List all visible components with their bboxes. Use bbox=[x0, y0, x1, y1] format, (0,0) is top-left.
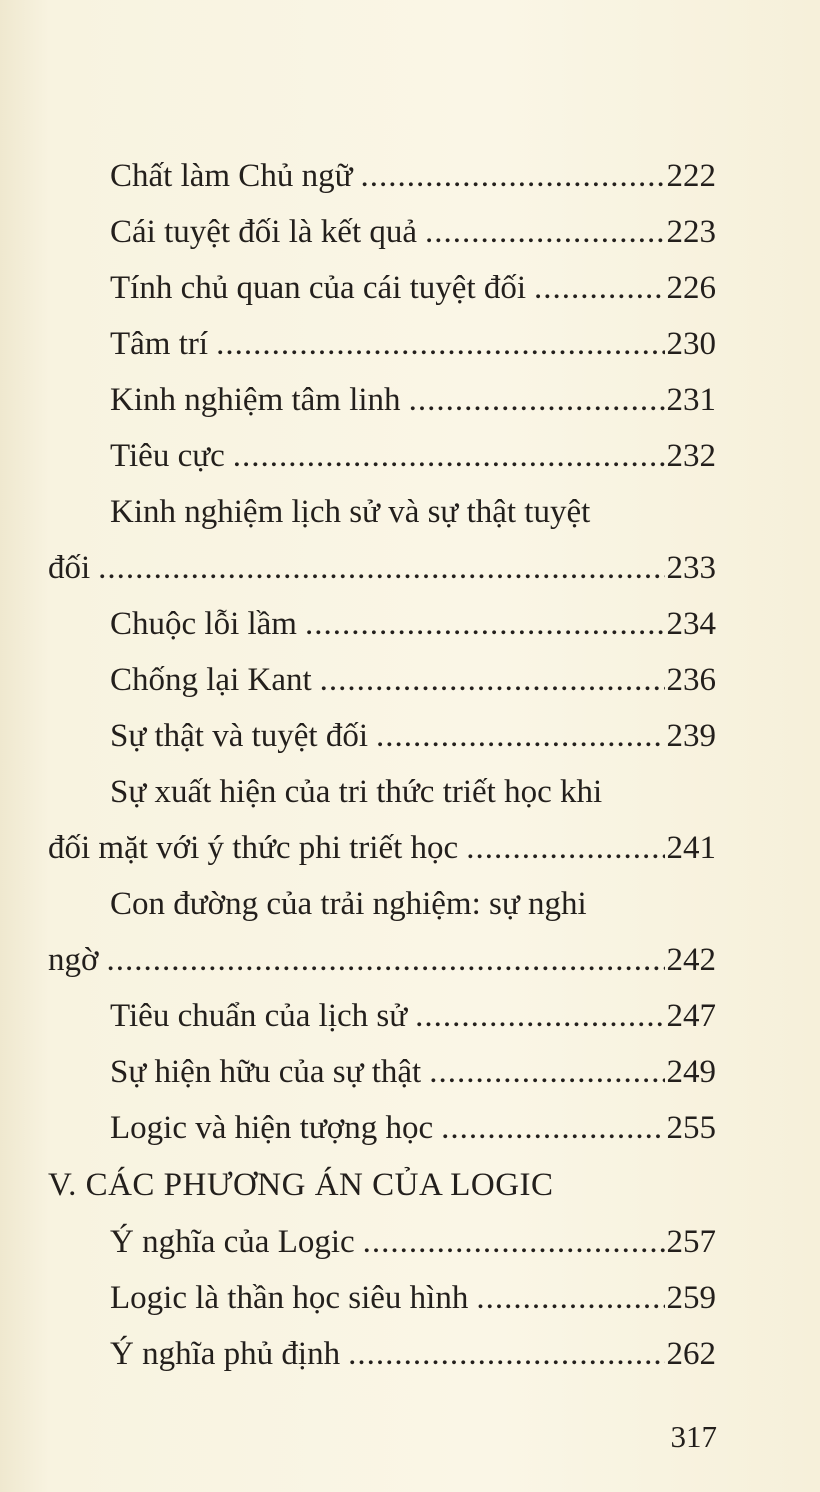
toc-entry bbox=[48, 596, 716, 652]
toc-entry-title: Logic và hiện tượng học bbox=[110, 1110, 434, 1146]
toc-entry bbox=[48, 148, 716, 204]
toc-entry-page: 226 bbox=[666, 270, 716, 306]
toc-entry-title: Kinh nghiệm tâm linh bbox=[110, 382, 401, 418]
leader-dots bbox=[466, 820, 664, 876]
toc-entry-page: 247 bbox=[666, 998, 716, 1034]
toc-entry bbox=[48, 316, 716, 372]
toc-entry bbox=[48, 204, 716, 260]
toc-entry-page: 249 bbox=[666, 1054, 716, 1090]
toc-entry-wrapped bbox=[48, 484, 716, 596]
toc-entry-page: 242 bbox=[666, 942, 716, 978]
leader-dots bbox=[348, 1326, 664, 1382]
toc-entry-title: Tiêu cực bbox=[110, 438, 225, 474]
toc-entry-title-line2: đối mặt với ý thức phi triết học bbox=[48, 830, 459, 866]
leader-dots bbox=[233, 428, 665, 484]
toc-entry-page: 223 bbox=[666, 214, 716, 250]
toc-entry bbox=[48, 708, 716, 764]
leader-dots bbox=[216, 316, 664, 372]
toc-entry-page: 233 bbox=[666, 550, 716, 586]
toc-entry bbox=[48, 652, 716, 708]
leader-dots bbox=[305, 596, 665, 652]
toc-entry bbox=[48, 1214, 716, 1270]
toc-entry-page: 234 bbox=[666, 606, 716, 642]
toc-entry-title: Tâm trí bbox=[110, 326, 209, 362]
toc-entry-page: 255 bbox=[666, 1110, 716, 1146]
toc-entry bbox=[48, 372, 716, 428]
leader-dots bbox=[415, 988, 664, 1044]
toc-entry bbox=[48, 1100, 716, 1156]
toc-entry-title: Chất làm Chủ ngữ bbox=[110, 158, 353, 194]
toc-entry-title: Chuộc lỗi lầm bbox=[110, 606, 297, 642]
toc-entry-page: 241 bbox=[666, 830, 716, 866]
toc-entry-title-line2: đối bbox=[48, 550, 91, 586]
leader-dots bbox=[429, 1044, 664, 1100]
toc-entry-page: 259 bbox=[666, 1280, 716, 1316]
leader-dots bbox=[441, 1100, 664, 1156]
leader-dots bbox=[320, 652, 665, 708]
leader-dots bbox=[409, 372, 665, 428]
toc-entry-title: Ý nghĩa của Logic bbox=[110, 1224, 355, 1260]
toc-entry-title: Sự thật và tuyệt đối bbox=[110, 718, 369, 754]
toc-entry-page: 232 bbox=[666, 438, 716, 474]
toc-entry-page: 230 bbox=[666, 326, 716, 362]
toc-entry bbox=[48, 1326, 716, 1382]
toc-entry bbox=[48, 1270, 716, 1326]
chapter-heading: V. CÁC PHƯƠNG ÁN CỦA LOGIC bbox=[48, 1167, 554, 1203]
toc-entry-page: 236 bbox=[666, 662, 716, 698]
toc-entry-page: 239 bbox=[666, 718, 716, 754]
toc-entry bbox=[48, 988, 716, 1044]
leader-dots bbox=[98, 540, 664, 596]
toc-entry-title-line2: ngờ bbox=[48, 942, 99, 978]
toc-entry-title: Logic là thần học siêu hình bbox=[110, 1280, 469, 1316]
leader-dots bbox=[376, 708, 664, 764]
toc-entry-wrapped bbox=[48, 876, 716, 988]
toc-entry-title: Tiêu chuẩn của lịch sử bbox=[110, 998, 408, 1034]
toc-entry bbox=[48, 428, 716, 484]
toc-entry-page: 222 bbox=[666, 158, 716, 194]
toc-entry-title: Chống lại Kant bbox=[110, 662, 312, 698]
toc-entry-title-line1: Con đường của trải nghiệm: sự nghi bbox=[110, 886, 587, 922]
toc-entry-page: 257 bbox=[666, 1224, 716, 1260]
table-of-contents bbox=[48, 148, 716, 1382]
leader-dots bbox=[106, 932, 664, 988]
toc-entry-title: Cái tuyệt đối là kết quả bbox=[110, 214, 418, 250]
toc-entry-page: 262 bbox=[666, 1336, 716, 1372]
leader-dots bbox=[534, 260, 664, 316]
toc-entry-title-line1: Sự xuất hiện của tri thức triết học khi bbox=[110, 774, 603, 810]
toc-entry-page: 231 bbox=[666, 382, 716, 418]
leader-dots bbox=[360, 148, 664, 204]
leader-dots bbox=[363, 1214, 665, 1270]
toc-entry-title-line1: Kinh nghiệm lịch sử và sự thật tuyệt bbox=[110, 494, 591, 530]
toc-entry bbox=[48, 260, 716, 316]
toc-entry-wrapped bbox=[48, 764, 716, 876]
toc-entry bbox=[48, 1044, 716, 1100]
page-number: 317 bbox=[670, 1419, 717, 1454]
leader-dots bbox=[476, 1270, 664, 1326]
toc-entry-title: Ý nghĩa phủ định bbox=[110, 1336, 341, 1372]
toc-entry-title: Sự hiện hữu của sự thật bbox=[110, 1054, 422, 1090]
leader-dots bbox=[425, 204, 664, 260]
toc-entry-title: Tính chủ quan của cái tuyệt đối bbox=[110, 270, 527, 306]
